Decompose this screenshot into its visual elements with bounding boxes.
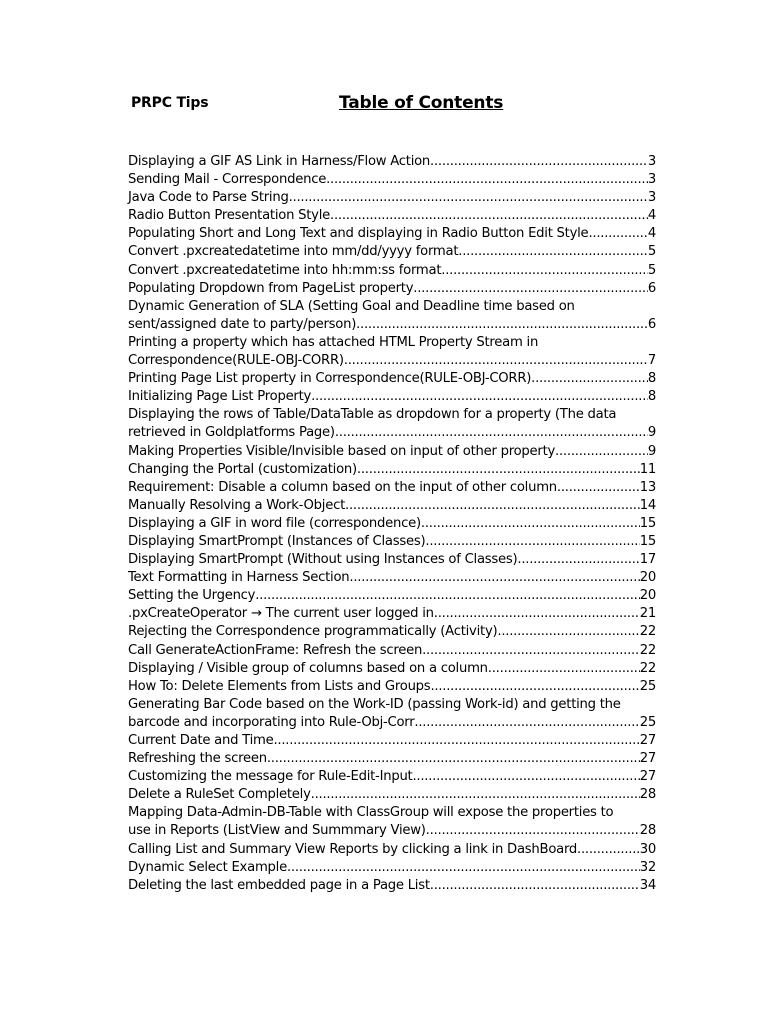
toc-entry[interactable] — [128, 298, 656, 316]
toc-page-number: 17 — [639, 552, 656, 568]
toc-entry-title: Displaying / Visible group of columns based on a column — [128, 660, 488, 676]
toc-entry-title: sent/assigned date to party/person) — [128, 316, 357, 332]
toc-entry-title: Displaying the rows of Table/DataTable as dropdown for a property (The data — [128, 407, 617, 423]
toc-entry-title: Rejecting the Correspondence programmatically (Activity) — [128, 624, 498, 640]
toc-entry[interactable] — [128, 587, 656, 605]
toc-entry-title: Sending Mail - Correspondence — [128, 172, 327, 188]
toc-leader-dots — [458, 243, 648, 261]
toc-entry[interactable] — [128, 750, 656, 768]
toc-page-number: 3 — [647, 172, 656, 188]
toc-page-number: 9 — [647, 443, 656, 459]
toc-entry[interactable] — [128, 370, 656, 388]
toc-entry[interactable] — [128, 153, 656, 171]
toc-page-number: 7 — [647, 353, 656, 369]
toc-leader-dots — [430, 877, 640, 895]
toc-entry-title: Setting the Urgency — [128, 588, 256, 604]
toc-page-number: 3 — [647, 154, 656, 169]
toc-leader-dots — [441, 262, 648, 280]
toc-page-number: 32 — [639, 859, 656, 875]
toc-leader-dots — [555, 443, 648, 461]
toc-entry-title: use in Reports (ListView and Summmary View) — [128, 823, 426, 839]
toc-entry-title: Current Date and Time — [128, 733, 274, 748]
toc-leader-dots — [267, 750, 640, 768]
toc-page-number: 30 — [639, 841, 656, 857]
toc-page-number: 21 — [639, 606, 656, 622]
toc-entry-title: Refreshing the screen — [128, 751, 267, 767]
toc-entry[interactable] — [128, 207, 656, 225]
toc-page-number: 25 — [639, 678, 656, 694]
toc-entry[interactable] — [128, 461, 656, 479]
toc-entry[interactable] — [128, 877, 656, 895]
toc-entry[interactable] — [128, 225, 656, 243]
toc-entry[interactable] — [128, 642, 656, 660]
toc-page-number: 5 — [647, 244, 656, 260]
toc-entry-title: Deleting the last embedded page in a Page List — [128, 877, 430, 893]
toc-entry-title: Dynamic Select Example — [128, 859, 287, 875]
toc-page-number: 34 — [639, 877, 656, 893]
toc-page-number: 27 — [639, 769, 656, 785]
toc-entry-title: Mapping Data-Admin-DB-Table with ClassGroup will expose the properties to — [128, 805, 614, 821]
toc-leader-dots — [430, 678, 639, 696]
toc-page-number: 11 — [639, 461, 656, 477]
toc-entry-title: Convert .pxcreatedatetime into mm/dd/yyyy format — [128, 244, 459, 260]
toc-entry[interactable] — [128, 696, 656, 714]
toc-entry[interactable] — [128, 388, 656, 406]
toc-leader-dots — [426, 822, 640, 840]
toc-leader-dots — [357, 461, 640, 479]
toc-entry[interactable] — [128, 660, 656, 678]
toc-entry[interactable] — [128, 804, 656, 822]
toc-entry-title: Correspondence(RULE-OBJ-CORR) — [128, 353, 344, 369]
toc-entry-title: Delete a RuleSet Completely — [128, 787, 311, 803]
toc-entry-title: .pxCreateOperator → The current user logged in — [128, 606, 434, 622]
toc-entry[interactable] — [128, 822, 656, 840]
toc-page-number: 20 — [639, 570, 656, 586]
toc-entry-title: Initializing Page List Property — [128, 389, 312, 405]
toc-leader-dots — [349, 569, 639, 587]
toc-entry[interactable] — [128, 786, 656, 804]
toc-list — [128, 153, 656, 895]
toc-entry[interactable] — [128, 768, 656, 786]
toc-entry[interactable] — [128, 859, 656, 877]
toc-entry-title: Radio Button Presentation Style — [128, 208, 331, 224]
document-brand: PRPC Tips — [131, 95, 209, 111]
toc-page-number: 22 — [639, 642, 656, 658]
toc-entry[interactable] — [128, 352, 656, 370]
toc-entry-title: Printing a property which has attached HTML Property Stream in — [128, 334, 539, 350]
toc-leader-dots — [430, 153, 648, 171]
toc-entry-title: Changing the Portal (customization) — [128, 461, 357, 477]
toc-leader-dots — [517, 551, 639, 569]
toc-entry-title: Convert .pxcreatedatetime into hh:mm:ss format — [128, 262, 442, 278]
toc-entry[interactable] — [128, 533, 656, 551]
toc-entry[interactable] — [128, 243, 656, 261]
toc-entry[interactable] — [128, 189, 656, 207]
toc-leader-dots — [421, 515, 640, 533]
toc-entry-title: retrieved in Goldplatforms Page) — [128, 425, 335, 441]
toc-entry[interactable] — [128, 171, 656, 189]
toc-entry-title: Customizing the message for Rule-Edit-Input — [128, 769, 413, 785]
toc-leader-dots — [335, 424, 648, 442]
toc-entry[interactable] — [128, 714, 656, 732]
toc-entry[interactable] — [128, 443, 656, 461]
toc-leader-dots — [488, 660, 640, 678]
toc-leader-dots — [345, 497, 640, 515]
toc-entry-title: Displaying SmartPrompt (Instances of Classes) — [128, 533, 426, 549]
toc-entry[interactable] — [128, 406, 656, 424]
toc-page-number: 3 — [647, 190, 656, 206]
toc-entry-title: Displaying a GIF in word file (correspondence) — [128, 515, 421, 531]
toc-leader-dots — [326, 171, 648, 189]
toc-entry[interactable] — [128, 262, 656, 280]
toc-page-number: 9 — [647, 425, 656, 441]
toc-page-number: 6 — [647, 280, 656, 296]
toc-leader-dots — [344, 352, 648, 370]
toc-page-number: 13 — [639, 479, 656, 495]
toc-leader-dots — [497, 623, 639, 641]
toc-page-number: 20 — [639, 588, 656, 604]
toc-page-number: 8 — [647, 371, 656, 387]
toc-page-number: 25 — [639, 714, 656, 730]
toc-page-number: 6 — [647, 316, 656, 332]
toc-entry[interactable] — [128, 424, 656, 442]
toc-entry-title: Generating Bar Code based on the Work-ID (passing Work-id) and getting the — [128, 696, 621, 712]
toc-page-number: 28 — [639, 787, 656, 803]
toc-entry[interactable] — [128, 515, 656, 533]
toc-entry[interactable] — [128, 479, 656, 497]
toc-leader-dots — [577, 841, 640, 859]
toc-leader-dots — [588, 225, 647, 243]
toc-page-number: 4 — [647, 226, 656, 242]
toc-entry-title: Populating Short and Long Text and displaying in Radio Button Edit Style — [128, 226, 589, 242]
toc-entry-title: Dynamic Generation of SLA (Setting Goal and Deadline time based on — [128, 298, 575, 314]
toc-entry[interactable] — [128, 623, 656, 641]
toc-leader-dots — [414, 714, 639, 732]
toc-entry[interactable] — [128, 569, 656, 587]
toc-entry-title: Manually Resolving a Work-Object — [128, 497, 345, 513]
toc-entry[interactable] — [128, 280, 656, 298]
toc-page-number: 4 — [647, 208, 656, 224]
toc-page-number: 5 — [647, 262, 656, 278]
toc-entry[interactable] — [128, 605, 656, 623]
page-title: Table of Contents — [339, 93, 504, 113]
toc-leader-dots — [434, 605, 640, 623]
toc-entry[interactable] — [128, 551, 656, 569]
toc-page-number: 15 — [639, 515, 656, 531]
toc-leader-dots — [356, 316, 648, 334]
toc-entry-title: Populating Dropdown from PageList property — [128, 280, 414, 296]
toc-page-number: 22 — [639, 624, 656, 640]
toc-leader-dots — [557, 479, 640, 497]
toc-page-number: 15 — [639, 533, 656, 549]
toc-entry-title: Java Code to Parse String — [128, 190, 289, 206]
toc-leader-dots — [273, 732, 639, 750]
toc-page-number: 28 — [639, 823, 656, 839]
toc-leader-dots — [311, 388, 648, 406]
toc-page-number: 27 — [639, 751, 656, 767]
toc-entry-title: Displaying SmartPrompt (Without using Instances of Classes) — [128, 552, 518, 568]
toc-leader-dots — [413, 280, 648, 298]
toc-entry-title: Call GenerateActionFrame: Refresh the screen — [128, 642, 423, 658]
toc-leader-dots — [412, 768, 639, 786]
toc-entry[interactable] — [128, 678, 656, 696]
toc-entry[interactable] — [128, 334, 656, 352]
toc-entry-title: Calling List and Summary View Reports by clicking a link in DashBoard — [128, 841, 578, 857]
toc-entry-title: Printing Page List property in Correspondence(RULE-OBJ-CORR) — [128, 371, 532, 387]
toc-leader-dots — [255, 587, 639, 605]
toc-entry[interactable] — [128, 497, 656, 515]
toc-leader-dots — [425, 533, 639, 551]
toc-leader-dots — [531, 370, 648, 388]
toc-entry-title: Displaying a GIF AS Link in Harness/Flow Action — [128, 154, 431, 169]
toc-page-number: 27 — [639, 733, 656, 748]
toc-leader-dots — [330, 207, 648, 225]
toc-entry[interactable] — [128, 732, 656, 750]
toc-entry-title: Text Formatting in Harness Section — [128, 570, 350, 586]
toc-entry[interactable] — [128, 316, 656, 334]
toc-page-number: 14 — [639, 497, 656, 513]
toc-entry[interactable] — [128, 841, 656, 859]
toc-leader-dots — [422, 642, 640, 660]
toc-entry-title: How To: Delete Elements from Lists and Groups — [128, 678, 431, 694]
toc-leader-dots — [289, 189, 648, 207]
toc-leader-dots — [287, 859, 640, 877]
toc-leader-dots — [311, 786, 640, 804]
toc-entry-title: barcode and incorporating into Rule-Obj-Corr — [128, 714, 415, 730]
toc-entry-title: Requirement: Disable a column based on the input of other column — [128, 479, 557, 495]
toc-page-number: 8 — [647, 389, 656, 405]
toc-entry-title: Making Properties Visible/Invisible based on input of other property — [128, 443, 556, 459]
toc-page-number: 22 — [639, 660, 656, 676]
